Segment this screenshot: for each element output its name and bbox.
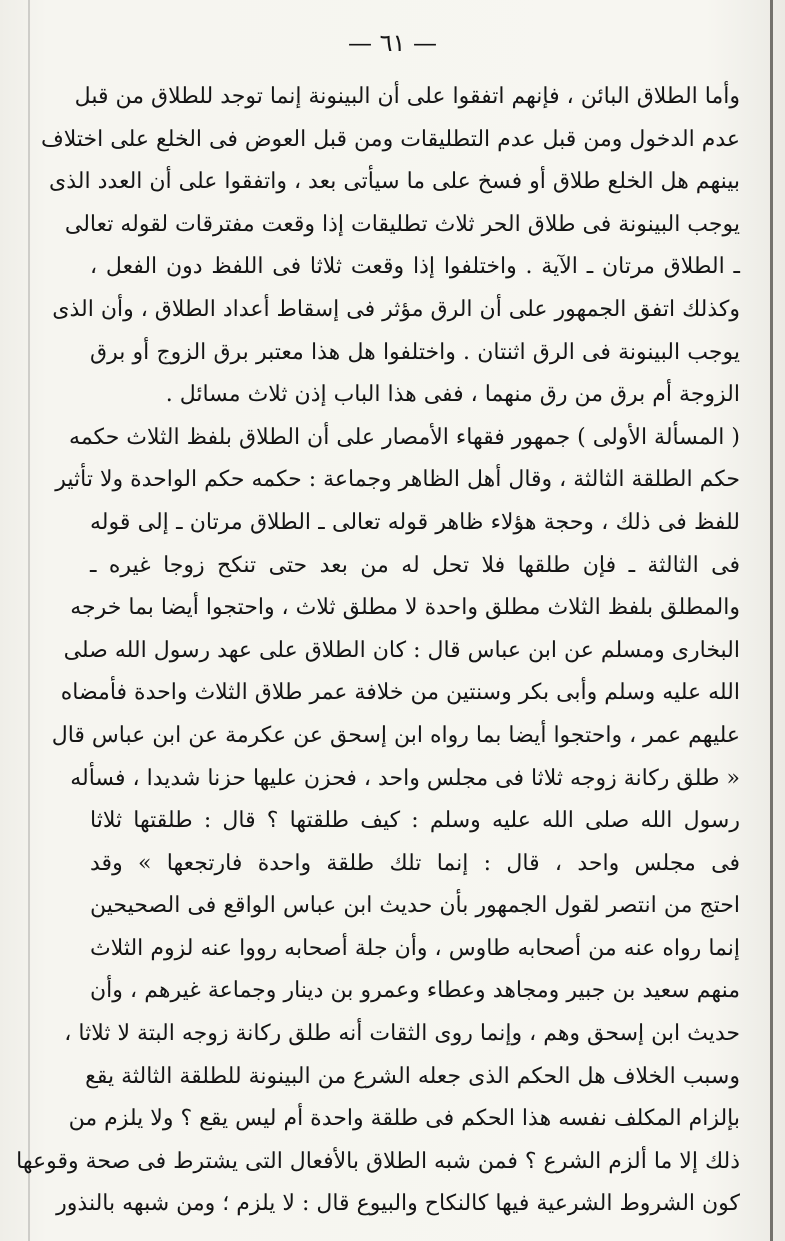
text-line: حديث ابن إسحق وهم ، وإنما روى الثقات أنه طلق ركانة زوجه البتة لا ثلاثا ، <box>64 1021 740 1047</box>
text-line: يوجب البينونة فى طلاق الحر ثلاث تطليقات إذا وقعت مفترقات لقوله تعالى <box>64 211 740 237</box>
text-line: عدم الدخول ومن قبل عدم التطليقات ومن قبل العوض فى الخلع على اختلاف <box>40 126 740 152</box>
text-line: فى مجلس واحد ، قال : إنما تلك طلقة واحدة فارتجعها » وقد <box>90 850 740 876</box>
page-number: — ٦١ — <box>347 29 438 57</box>
text-line: ( المسألة الأولى ) جمهور فقهاء الأمصار على أن الطلاق بلفظ الثلاث حكمه <box>69 424 740 450</box>
page-left-edge <box>28 0 30 1241</box>
page-right-edge <box>770 0 773 1241</box>
text-line: وأما الطلاق البائن ، فإنهم اتفقوا على أن البينونة إنما توجد للطلاق من قبل <box>74 84 740 109</box>
text-line: عليهم عمر ، واحتجوا أيضا بما رواه ابن إسحق عن عكرمة عن ابن عباس قال <box>51 722 740 748</box>
text-line: وسبب الخلاف هل الحكم الذى جعله الشرع من البينونة للطلقة الثالثة يقع <box>85 1063 740 1089</box>
text-line: والمطلق بلفظ الثلاث مطلق واحدة لا مطلق ثلاث ، واحتجوا أيضا بما خرجه <box>70 595 740 621</box>
text-line: احتج من انتصر لقول الجمهور بأن حديث ابن عباس الواقع فى الصحيحين <box>90 893 740 919</box>
text-line: منهم سعيد بن جبير ومجاهد وعطاء وعمرو بن دينار وجماعة غيرهم ، وأن <box>90 978 740 1004</box>
text-line: إنما رواه عنه من أصحابه طاوس ، وأن جلة أصحابه رووا عنه لزوم الثلاث <box>90 935 740 961</box>
text-line: الله عليه وسلم وأبى بكر وسنتين من خلافة عمر طلاق الثلاث واحدة فأمضاه <box>60 680 740 706</box>
text-line: البخارى ومسلم عن ابن عباس قال : كان الطلاق على عهد رسول الله صلى <box>63 637 740 663</box>
text-line: « طلق ركانة زوجه ثلاثا فى مجلس واحد ، فحزن عليها حزنا شديدا ، فسأله <box>70 765 740 791</box>
text-line: بإلزام المكلف نفسه هذا الحكم فى طلقة واحدة أم ليس يقع ؟ ولا يلزم من <box>68 1106 740 1132</box>
text-line: فى الثالثة ـ فإن طلقها فلا تحل له من بعد حتى تنكح زوجا غيره ـ <box>90 552 740 578</box>
text-line: يوجب البينونة فى الرق اثنتان . واختلفوا هل هذا معتبر برق الزوج أو برق <box>90 339 740 365</box>
text-line: حكم الطلقة الثالثة ، وقال أهل الظاهر وجماعة : حكمه حكم الواحدة ولا تأثير <box>55 467 740 493</box>
text-line: رسول الله صلى الله عليه وسلم : كيف طلقتها ؟ قال : طلقتها ثلاثا <box>90 808 740 834</box>
text-line: ـ الطلاق مرتان ـ الآية . واختلفوا إذا وقعت ثلاثا فى اللفظ دون الفعل ، <box>90 254 740 280</box>
text-line: للفظ فى ذلك ، وحجة هؤلاء ظاهر قوله تعالى ـ الطلاق مرتان ـ إلى قوله <box>90 509 740 535</box>
body-text <box>16 76 740 1226</box>
text-line: الزوجة أم برق من رق منهما ، ففى هذا الباب إذن ثلاث مسائل . <box>165 382 740 408</box>
text-line: ذلك إلا ما ألزم الشرع ؟ فمن شبه الطلاق بالأفعال التى يشترط فى صحة وقوعها <box>16 1148 740 1174</box>
text-line: بينهم هل الخلع طلاق أو فسخ على ما سيأتى بعد ، واتفقوا على أن العدد الذى <box>49 169 740 195</box>
text-line: وكذلك اتفق الجمهور على أن الرق مؤثر فى إسقاط أعداد الطلاق ، وأن الذى <box>52 296 740 322</box>
text-line: كون الشروط الشرعية فيها كالنكاح والبيوع قال : لا يلزم ؛ ومن شبهه بالنذور <box>56 1191 740 1217</box>
